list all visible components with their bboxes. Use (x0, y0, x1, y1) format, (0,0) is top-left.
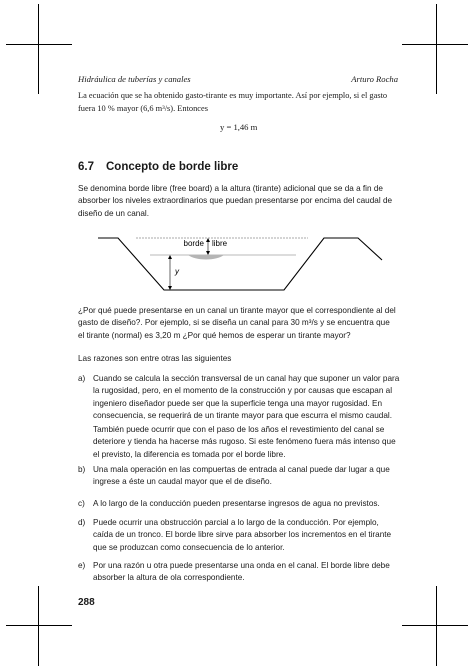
freeboard-diagram (96, 224, 386, 296)
list-item-text: Puede ocurrir una obstrucción parcial a lo largo de la conducción. Por ejemplo, caída de un tronco. El borde libre sirve para absorber los incrementos en el tirante que se produzcan como consecuencia de lo anterior. (93, 518, 392, 552)
crop-mark (436, 4, 437, 94)
arrowhead (168, 255, 172, 259)
paragraph-reasons: Las razones son entre otras las siguientes (78, 354, 232, 363)
list-item (78, 464, 400, 489)
crop-mark (402, 625, 468, 626)
water-wave-mark (188, 255, 224, 260)
list-item-label: b) (78, 465, 86, 474)
list-item-text: Por una razón u otra puede presentarse una onda en el canal. El borde libre debe absorber la altura de ola correspondiente. (93, 561, 390, 583)
crop-mark (436, 586, 437, 666)
list-item-label: e) (78, 561, 86, 570)
arrowhead (168, 286, 172, 290)
equation: y = 1,46 m (220, 122, 258, 132)
list-item-label: d) (78, 518, 86, 527)
list-item (78, 373, 400, 422)
header-book-title: Hidráulica de tuberías y canales (78, 74, 191, 84)
paragraph-definition: Se denomina borde libre (free board) a la altura (tirante) adicional que se da a fin de absorber los niveles extraordinarios que puedan presentarse por encima del caudal de diseño de un canal. (78, 184, 393, 218)
intro-paragraph: La ecuación que se ha obtenido gasto-tirante es muy importante. Así por ejemplo, si el gasto fuera 10 % mayor (6,6 m³/s). Entonces (78, 91, 388, 113)
list-item (78, 560, 400, 585)
crop-mark (6, 625, 72, 626)
list-item-label: c) (78, 499, 85, 508)
label-borde: borde (183, 239, 204, 248)
list-item-text: A lo largo de la conducción pueden presentarse ingresos de agua no previstos. (93, 499, 380, 508)
label-depth: y (175, 267, 179, 276)
crop-mark (38, 586, 39, 666)
list-item-text: Cuando se calcula la sección transversal de un canal hay que suponer un valor para la rugosidad, pero, en el momento de la construcción y por causas que escapan al ingeniero diseñador puede ser que la superficie tenga una mayor rugosidad. En consecuencia, se requerirá de un tirante mayor para que escurra el mismo caudal. (93, 374, 400, 420)
crop-mark (402, 44, 468, 45)
header-author: Arturo Rocha (351, 74, 398, 84)
list-item (78, 498, 400, 510)
list-item-text: Una mala operación en las compuertas de entrada al canal puede dar lugar a que ingrese a éste un caudal mayor que el de diseño. (93, 465, 390, 487)
running-header (78, 74, 398, 84)
crop-mark (6, 44, 72, 45)
list-item (78, 517, 400, 554)
canal-section-outline (98, 238, 382, 290)
page-number: 288 (78, 597, 95, 608)
section-heading (78, 161, 238, 173)
section-number: 6.7 (78, 161, 94, 173)
paragraph-question: ¿Por qué puede presentarse en un canal un tirante mayor que el correspondiente al del gasto de diseño?. Por ejemplo, si se diseña un canal para 30 m³/s y se encuentra que el tirante (normal) es 3,20 m ¿Por qué hemos de esperar un tirante mayor? (78, 306, 396, 340)
arrowhead (206, 251, 210, 255)
list-item-text: También puede ocurrir que con el paso de los años el revestimiento del canal se deteriore y tienda ha hacerse más rugoso. Si este fenómeno fuera más intenso que el previsto, la diferencia es tomada por el borde libre. (93, 425, 396, 459)
section-title: Concepto de borde libre (106, 161, 239, 173)
label-libre: libre (212, 239, 228, 248)
list-item (78, 424, 400, 461)
crop-mark (38, 4, 39, 94)
list-item-label: a) (78, 374, 86, 383)
arrowhead (206, 238, 210, 242)
